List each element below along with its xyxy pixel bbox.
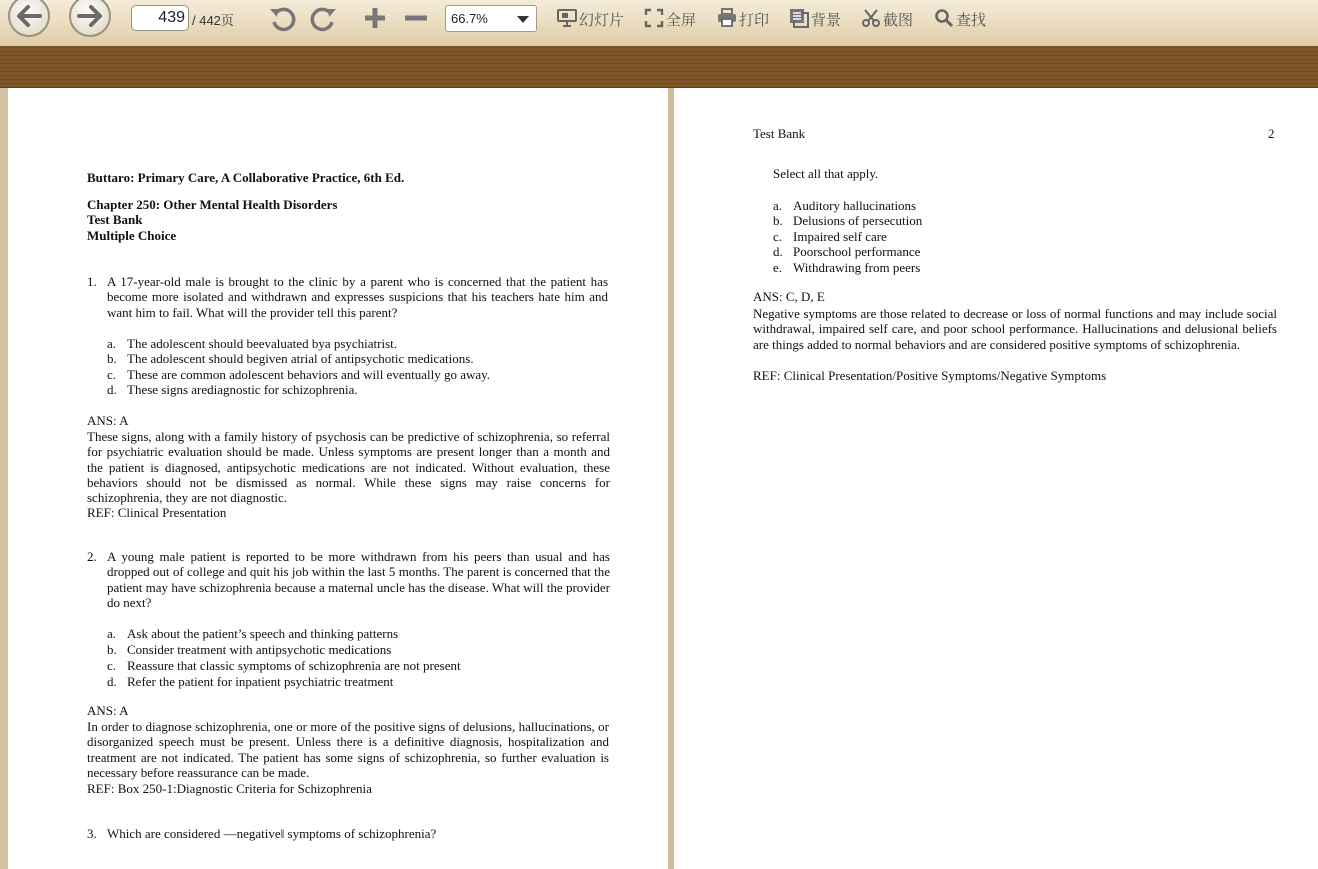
section-heading: Multiple Choice: [87, 228, 177, 243]
projector-icon: [557, 8, 577, 28]
document-page-left: [8, 88, 668, 869]
answer-key: ANS: A: [87, 703, 129, 718]
screenshot-label: 截图: [883, 11, 914, 29]
printer-icon: [717, 8, 737, 28]
option-letter: a.: [107, 626, 117, 641]
option-text: These are common adolescent behaviors and will eventually go away.: [127, 367, 491, 382]
option-text: Auditory hallucinations: [793, 198, 917, 213]
option-text: Impaired self care: [793, 229, 887, 244]
answer-key: ANS: A: [87, 413, 129, 428]
scissors-icon: [861, 8, 881, 28]
option-text: Reassure that classic symptoms of schizophrenia are not present: [127, 658, 461, 673]
answer-reference: REF: Box 250-1:Diagnostic Criteria for Schizophrenia: [87, 781, 372, 796]
search-label: 查找: [956, 11, 987, 29]
page-number-input[interactable]: 439: [131, 5, 189, 31]
fullscreen-button[interactable]: [644, 6, 699, 30]
option-text: Consider treatment with antipsychotic medications: [127, 642, 392, 657]
answer-reference: REF: Clinical Presentation: [87, 505, 227, 520]
option-letter: c.: [773, 229, 783, 244]
book-title: Buttaro: Primary Care, A Collaborative Practice, 6th Ed.: [87, 170, 405, 185]
total-pages-label: / 442页: [192, 13, 234, 28]
reader-toolbar: [0, 0, 1318, 47]
background-icon: [789, 8, 809, 28]
option-text: Poorschool performance: [793, 244, 921, 259]
option-letter: a.: [773, 198, 783, 213]
question-stem: Which are considered ―negative‖ symptoms of schizophrenia?: [107, 826, 437, 841]
option-text: Ask about the patient’s speech and thinking patterns: [127, 626, 399, 641]
magnifier-icon: [934, 8, 954, 28]
option-letter: c.: [107, 658, 117, 673]
option-letter: c.: [107, 367, 117, 382]
option-text: Withdrawing from peers: [793, 260, 921, 275]
option-letter: b.: [107, 642, 117, 657]
zoom-out-button[interactable]: [402, 4, 430, 32]
back-button[interactable]: [8, 0, 50, 37]
slideshow-button[interactable]: [557, 6, 627, 30]
answer-rationale: Negative symptoms are those related to decrease or loss of normal functions and may include social withdrawal, impaired self care, and poor school performance. Hallucinations and delusional beliefs are things added to normal behaviors and are considered positive symptoms of schizophrenia.: [753, 306, 1277, 352]
document-page-right: [674, 88, 1318, 869]
slideshow-label: 幻灯片: [579, 11, 625, 29]
zoom-out-icon: [402, 4, 430, 32]
print-button[interactable]: [717, 6, 773, 30]
question-stem: A 17-year-old male is brought to the clinic by a parent who is concerned that the patient has become more isolated and withdrawn and expresses suspicions that his teachers hate him and want him to fail. What will the provider tell this parent?: [107, 274, 608, 320]
chapter-title: Chapter 250: Other Mental Health Disorders: [87, 197, 338, 212]
background-label: 背景: [811, 11, 842, 29]
instruction-text: Select all that apply.: [773, 166, 879, 181]
option-letter: e.: [773, 260, 783, 275]
question-stem: A young male patient is reported to be more withdrawn from his peers than usual and has dropped out of college and quit his job within the last 5 months. The parent is concerned that the patient may have schizophrenia because a maternal uncle has the disease. What will the provider do next?: [107, 549, 610, 610]
print-label: 打印: [739, 11, 770, 29]
option-letter: d.: [107, 674, 117, 689]
question-number: 3.: [87, 826, 97, 841]
answer-rationale: In order to diagnose schizophrenia, one or more of the positive signs of delusions, hallucinations, or disorganized speech must be present. Unless there is a definitive diagnosis, hospitalization and treatment are not indicated. The patient has some signs of schizophrenia, so further evaluation is necessary before reassurance can be made.: [87, 719, 609, 780]
running-header: Test Bank: [753, 126, 806, 141]
zoom-select[interactable]: [445, 5, 537, 32]
fullscreen-label: 全屏: [666, 11, 697, 29]
option-text: Refer the patient for inpatient psychiatric treatment: [127, 674, 394, 689]
option-letter: a.: [107, 336, 117, 351]
wood-band: [0, 46, 1318, 88]
option-letter: d.: [773, 244, 783, 259]
answer-reference: REF: Clinical Presentation/Positive Symptoms/Negative Symptoms: [753, 368, 1107, 383]
fullscreen-icon: [644, 8, 664, 28]
answer-key: ANS: C, D, E: [753, 289, 825, 304]
rotate-right-button[interactable]: [310, 4, 338, 32]
chevron-down-icon: [517, 16, 529, 23]
rotate-left-button[interactable]: [268, 4, 296, 32]
zoom-in-button[interactable]: [361, 4, 389, 32]
screenshot-button[interactable]: [861, 6, 917, 30]
option-letter: b.: [773, 213, 783, 228]
page-gutter: [0, 88, 8, 869]
option-text: The adolescent should begiven atrial of antipsychotic medications.: [127, 351, 474, 366]
answer-rationale: These signs, along with a family history of psychosis can be predictive of schizophrenia, so referral for psychiatric evaluation should be made. Unless symptoms are present longer than a month and the patient is diagnosed, antipsychotic medications are not indicated. Without evaluation, these behaviors should not be dismissed as normal. While these signs may raise concerns for schizophrenia, they are not diagnostic.: [87, 429, 610, 506]
option-text: Delusions of persecution: [793, 213, 923, 228]
forward-arrow-icon: [75, 3, 105, 29]
question-number: 2.: [87, 549, 97, 564]
forward-button[interactable]: [69, 0, 111, 37]
rotate-right-icon: [310, 4, 338, 32]
zoom-in-icon: [361, 4, 389, 32]
option-text: These signs arediagnostic for schizophrenia.: [127, 382, 358, 397]
back-arrow-icon: [14, 3, 44, 29]
page-number: 2: [1268, 126, 1275, 141]
search-button[interactable]: [934, 6, 990, 30]
rotate-left-icon: [268, 4, 296, 32]
question-number: 1.: [87, 274, 97, 289]
option-letter: d.: [107, 382, 117, 397]
zoom-value: 66.7%: [451, 11, 488, 26]
option-text: The adolescent should beevaluated bya psychiatrist.: [127, 336, 398, 351]
background-button[interactable]: [789, 6, 845, 30]
option-letter: b.: [107, 351, 117, 366]
test-bank-heading: Test Bank: [87, 212, 143, 227]
